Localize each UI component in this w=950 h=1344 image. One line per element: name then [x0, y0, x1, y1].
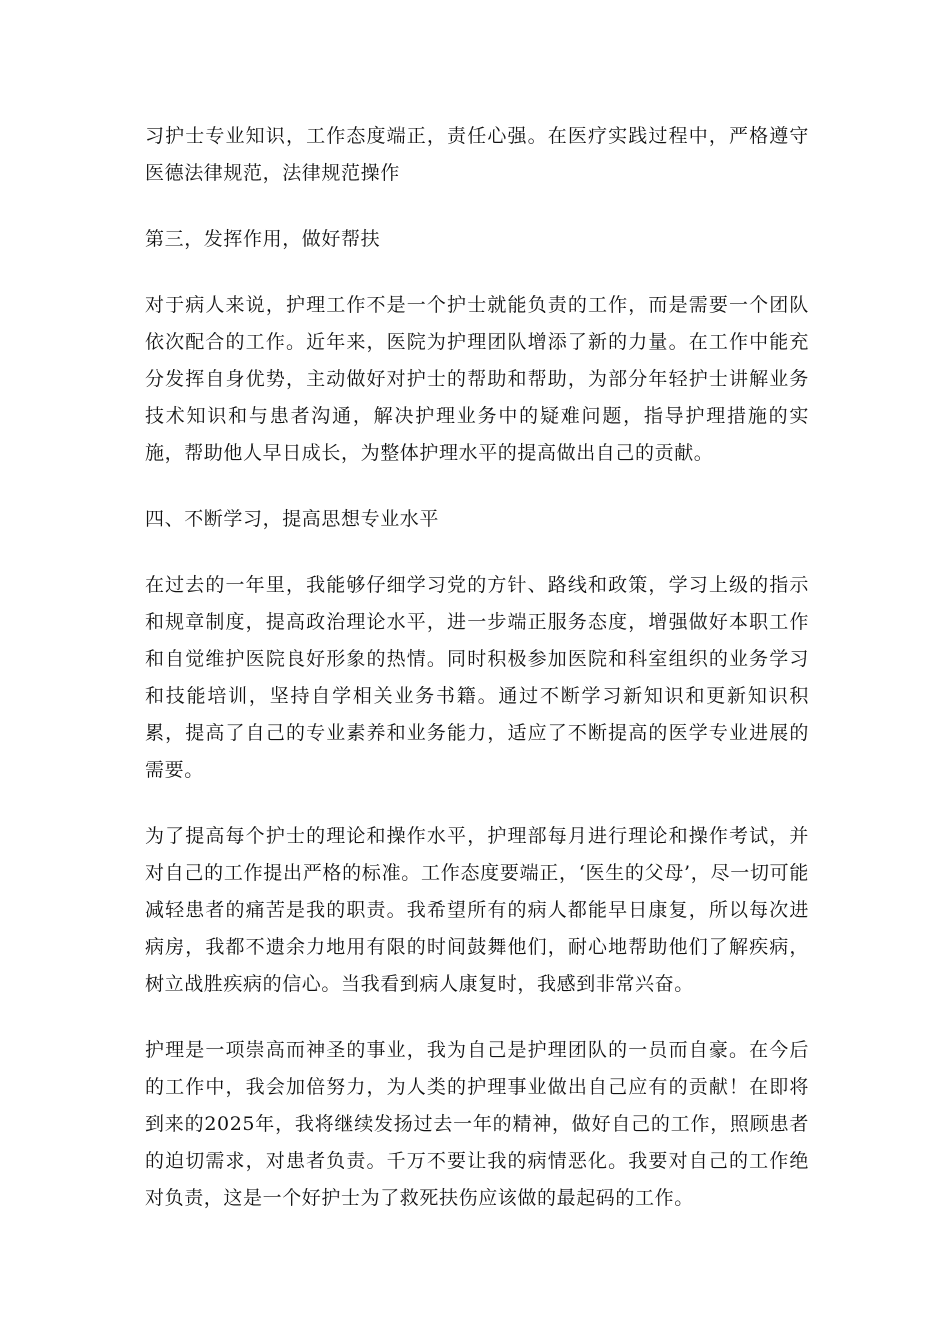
paragraph-exam-standards: 为了提高每个护士的理论和操作水平，护理部每月进行理论和操作考试，并对自己的工作提出严格的标准。工作态度要端正，‘医生的父母’，尽一切可能减轻患者的痛苦是我的职责。我希望所有的病人都能早日康复，所以每次进病房，我都不遗余力地用有限的时间鼓舞他们，耐心地帮助他们了解疾病，树立战胜疾病的信心。当我看到病人康复时，我感到非常兴奋。 — [145, 825, 809, 995]
section-heading-third: 第三，发挥作用，做好帮扶 — [145, 228, 381, 250]
paragraph-continuous-learning: 在过去的一年里，我能够仔细学习党的方针、路线和政策，学习上级的指示和规章制度，提高政治理论水平，进一步端正服务态度，增强做好本职工作和自觉维护医院良好形象的热情。同时积极参加医院和科室组织的业务学习和技能培训，坚持自学相关业务书籍。通过不断学习新知识和更新知识积累，提高了自己的专业素养和业务能力，适应了不断提高的医学专业进展的需要。 — [145, 574, 809, 781]
paragraph-team-support: 对于病人来说，护理工作不是一个护士就能负责的工作，而是需要一个团队依次配合的工作。近年来，医院为护理团队增添了新的力量。在工作中能充分发挥自身优势，主动做好对护士的帮助和帮助，为部分年轻护士讲解业务技术知识和与患者沟通，解决护理业务中的疑难问题，指导护理措施的实施，帮助他人早日成长，为整体护理水平的提高做出自己的贡献。 — [145, 294, 809, 464]
paragraph-future-commitment: 护理是一项崇高而神圣的事业，我为自己是护理团队的一员而自豪。在今后的工作中，我会加倍努力，为人类的护理事业做出自己应有的贡献！在即将到来的2025年，我将继续发扬过去一年的精神，做好自己的工作，照顾患者的迫切需求，对患者负责。千万不要让我的病情恶化。我要对自己的工作绝对负责，这是一个好护士为了救死扶伤应该做的最起码的工作。 — [145, 1039, 809, 1209]
paragraph-professional-knowledge: 习护士专业知识，工作态度端正，责任心强。在医疗实践过程中，严格遵守医德法律规范，法律规范操作 — [145, 125, 809, 184]
document-body — [145, 118, 809, 1246]
section-heading-fourth: 四、不断学习，提高思想专业水平 — [145, 508, 440, 530]
